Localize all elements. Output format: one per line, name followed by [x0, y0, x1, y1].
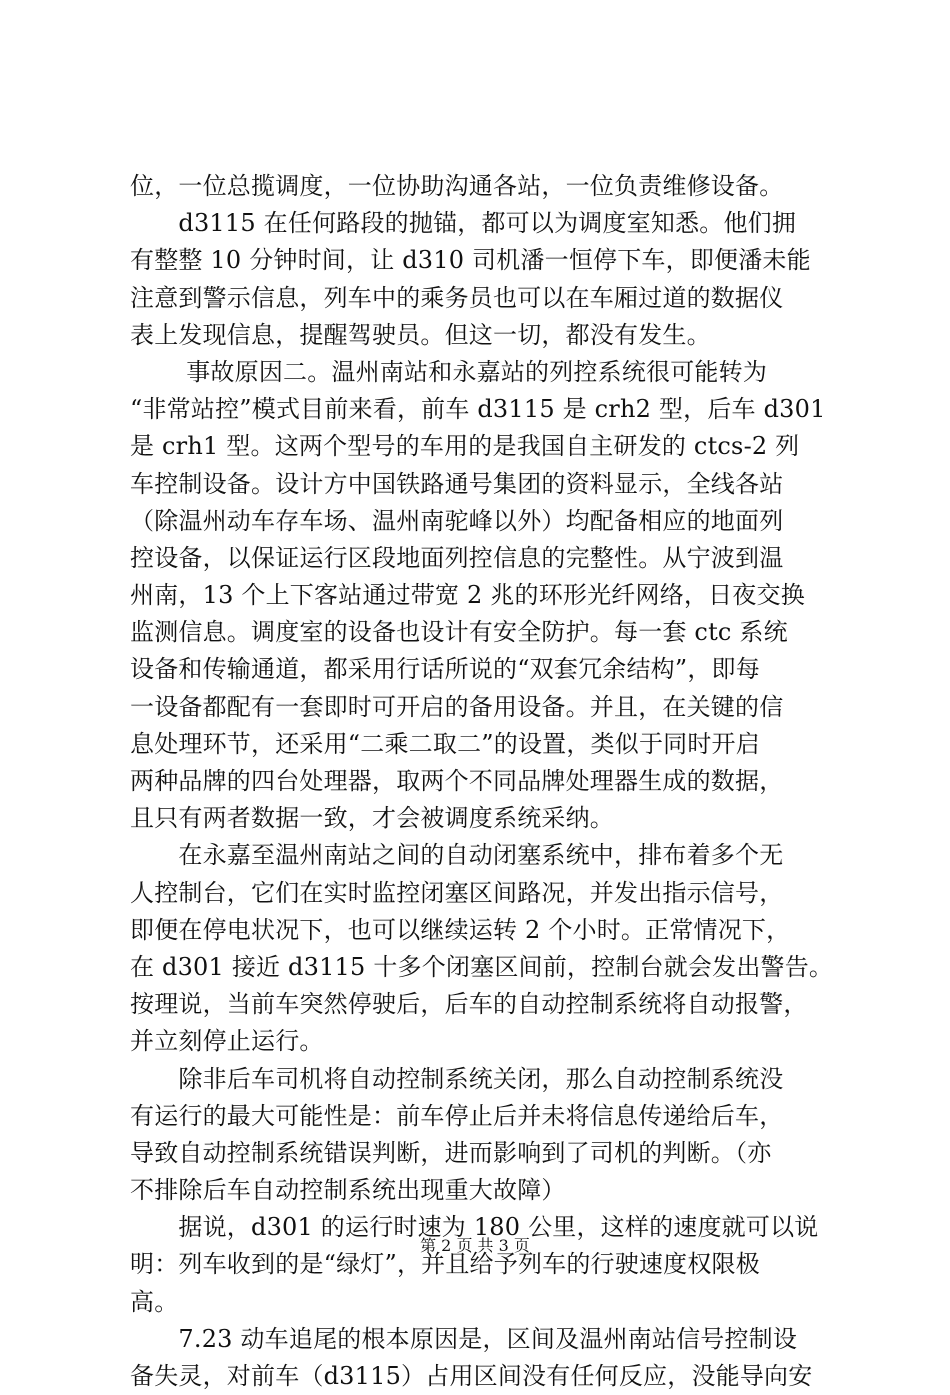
text-line: 人控制台，它们在实时监控闭塞区间路况，并发出指示信号， — [130, 878, 784, 907]
text-line: 两种品牌的四台处理器，取两个不同品牌处理器生成的数据， — [130, 767, 784, 795]
text-line: 高。 — [130, 1287, 179, 1316]
text-line: 并立刻停止运行。 — [130, 1027, 324, 1056]
text-line: 控设备，以保证运行区段地面列控信息的完整性。从宁波到温 — [130, 543, 784, 572]
text-line: 事故原因二。温州南站和永嘉站的列控系统很可能转为 — [130, 357, 768, 386]
text-line: 明：列车收到的是“绿灯”，并且给予列车的行驶速度权限极 — [130, 1250, 760, 1279]
text-line: 在 d301 接近 d3115 十多个闭塞区间前，控制台就会发出警告。 — [130, 952, 834, 981]
text-line: 备失灵，对前车（d3115）占用区间没有任何反应，没能导向安 — [130, 1362, 813, 1390]
text-line: 一设备都配有一套即时可开启的备用设备。并且，在关键的信 — [130, 692, 784, 721]
document-body — [130, 168, 834, 1395]
text-line: 有整整 10 分钟时间，让 d310 司机潘一恒停下车，即便潘未能 — [130, 246, 811, 275]
page-number-footer: 第 2 页 共 3 页 — [420, 1236, 530, 1255]
text-line: 监测信息。调度室的设备也设计有安全防护。每一套 ctc 系统 — [130, 618, 788, 647]
text-line: 按理说，当前车突然停驶后，后车的自动控制系统将自动报警， — [130, 990, 808, 1019]
text-line: 即便在停电状况下，也可以继续运转 2 个小时。正常情况下， — [130, 915, 791, 944]
text-line: 导致自动控制系统错误判断，进而影响到了司机的判断。（亦 — [130, 1138, 772, 1167]
text-line: 有运行的最大可能性是：前车停止后并未将信息传递给后车， — [130, 1101, 784, 1130]
text-line: 车控制设备。设计方中国铁路通号集团的资料显示，全线各站 — [130, 469, 784, 498]
text-line: 不排除后车自动控制系统出现重大故障） — [130, 1176, 566, 1205]
text-line: 州南，13 个上下客站通过带宽 2 兆的环形光纤网络，日夜交换 — [130, 581, 805, 610]
text-line: 据说，d301 的运行时速为 180 公里，这样的速度就可以说 — [130, 1213, 819, 1242]
text-line: “非常站控”模式目前来看，前车 d3115 是 crh2 型，后车 d301 — [130, 395, 826, 424]
text-line: 位，一位总揽调度，一位协助沟通各站，一位负责维修设备。 — [130, 172, 784, 200]
text-line: 除非后车司机将自动控制系统关闭，那么自动控制系统没 — [130, 1064, 784, 1093]
text-line: d3115 在任何路段的抛锚，都可以为调度室知悉。他们拥 — [130, 209, 797, 238]
text-line: 7.23 动车追尾的根本原因是，区间及温州南站信号控制设 — [130, 1324, 798, 1353]
text-line: （除温州动车存车场、温州南驼峰以外）均配备相应的地面列 — [130, 506, 784, 535]
text-line: 在永嘉至温州南站之间的自动闭塞系统中，排布着多个无 — [130, 841, 784, 870]
text-line: 表上发现信息，提醒驾驶员。但这一切，都没有发生。 — [130, 320, 711, 349]
text-line: 息处理环节，还采用“二乘二取二”的设置，类似于同时开启 — [130, 729, 760, 758]
text-line: 设备和传输通道，都采用行话所说的“双套冗余结构”，即每 — [130, 655, 760, 684]
text-line: 是 crh1 型。这两个型号的车用的是我国自主研发的 ctcs-2 列 — [130, 432, 800, 461]
text-line: 且只有两者数据一致，才会被调度系统采纳。 — [130, 804, 614, 833]
text-line: 注意到警示信息，列车中的乘务员也可以在车厢过道的数据仪 — [130, 283, 784, 312]
